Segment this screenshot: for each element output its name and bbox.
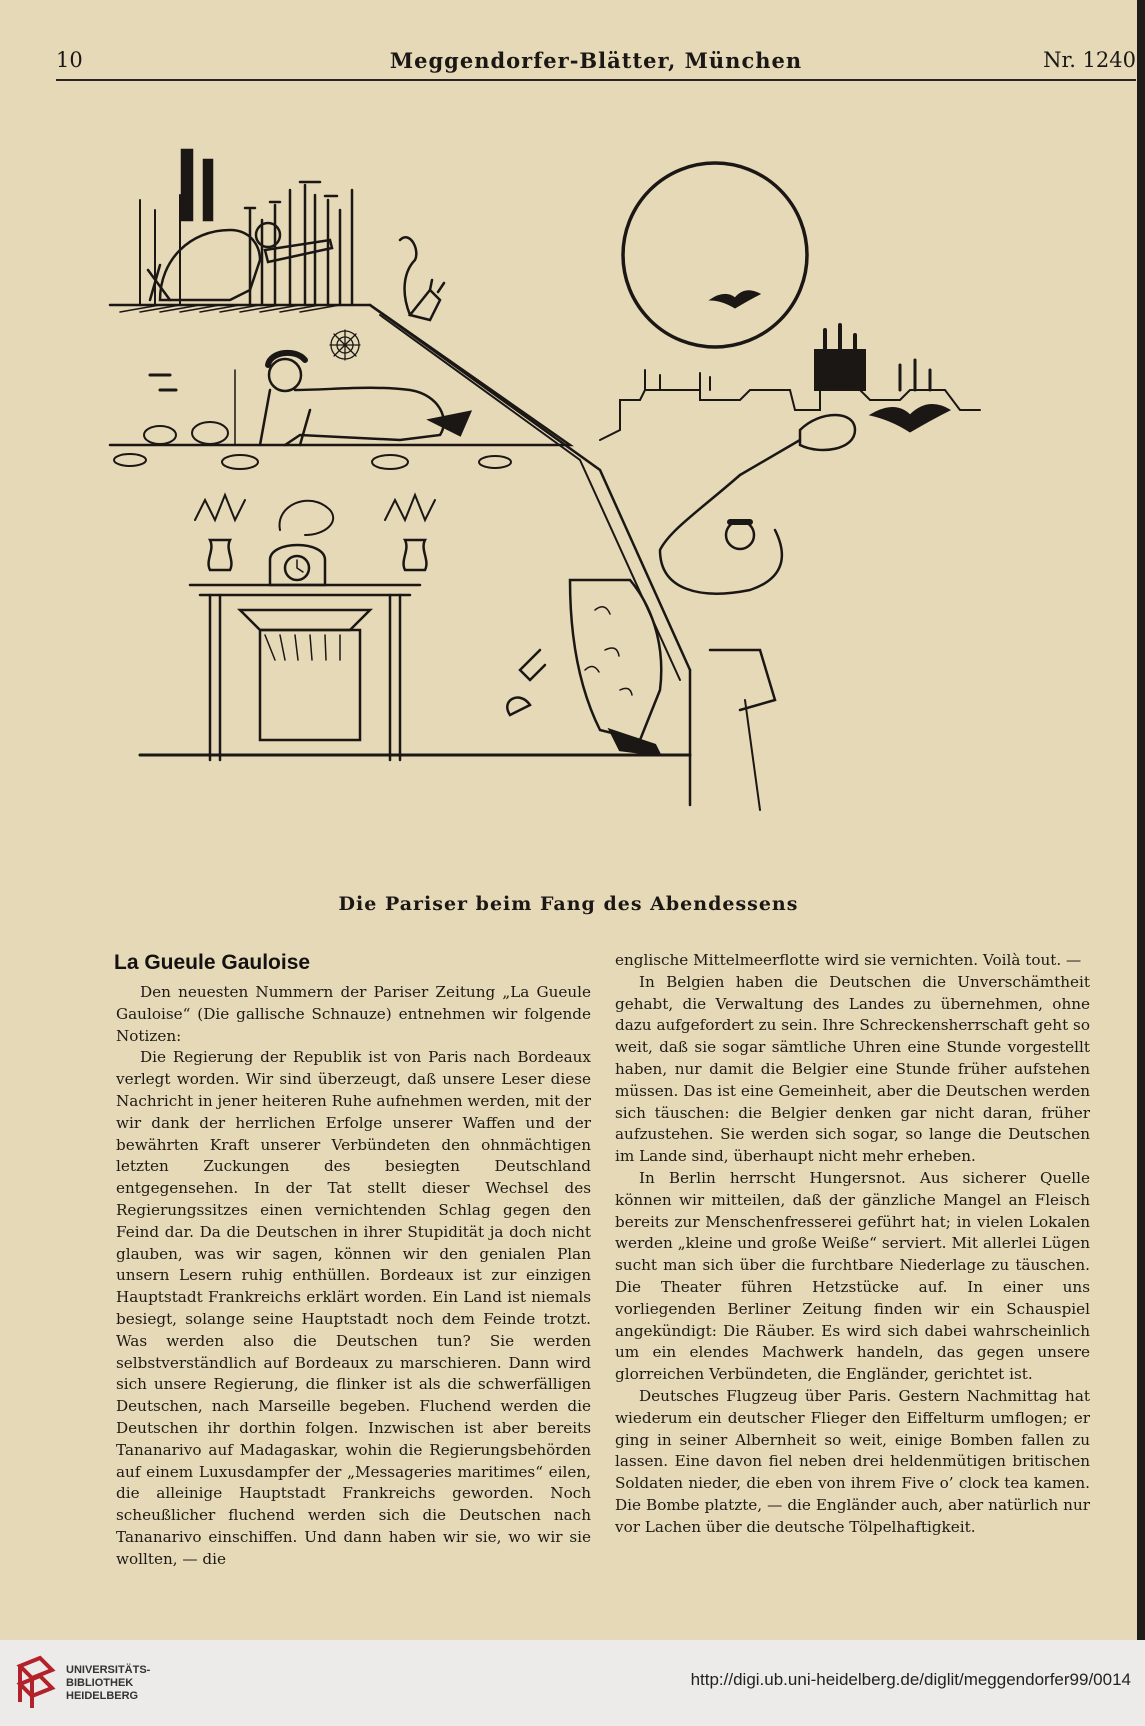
article-paragraph: In Belgien haben die Deutschen die Unverschämtheit gehabt, die Verwaltung des Landes zu übernehmen, ohne dazu aufgefordert zu sein. Ihre Schreckensherrschaft geht so weit, daß sie sogar sämtliche Uhren eine Stunde vorgestellt haben, nur damit die Belgier eine Stunde früher aufstehen müssen. Das ist eine Gemeinheit, aber die Deutschen werden sich täuschen: die Belgier denken gar nicht daran, früher aufzustehen. Sie werden sich sogar, so lange die Deutschen im Lande sind, überhaupt nicht mehr erheben. [615, 972, 1090, 1166]
article-paragraph: Den neuesten Nummern der Pariser Zeitung „La Gueule Gauloise“ (Die gallische Schnauze) entnehmen wir folgende Notizen: [116, 983, 591, 1045]
header-rule [56, 79, 1136, 81]
library-name-line: UNIVERSITÄTS- [66, 1664, 151, 1676]
article-paragraph: Deutsches Flugzeug über Paris. Gestern Nachmittag hat wiederum ein deutscher Flieger den Eiffelturm umflogen; er ging in seiner Albernheit so weit, einige Bomben fallen zu lassen. Eine davon fiel neben drei heldenmütigen britischen Soldaten nieder, die eben von ihrem Five o’ clock tea kamen. Die Bombe platzte, — die Engländer auch, aber natürlich nur vor Lachen über die deutsche Tölpelhaftigkeit. [615, 1386, 1090, 1536]
article-paragraph: In Berlin herrscht Hungersnot. Aus sicherer Quelle können wir mitteilen, daß der gänzliche Mangel an Fleisch bereits zur Menschenfresserei geführt hat; in vielen Lokalen werden „kleine und große Weiße“ serviert. Mit allerlei Lügen sucht man sich über die furchtbare Niederlage zu täuschen. Die Theater führen Hetzstücke auf. In einer uns vorliegenden Berliner Zeitung finden wir ein Schauspiel angekündigt: Die Räuber. Es wird sich dabei wahrscheinlich um ein elendes Machwerk handeln, das gegen unsere glorreichen Verbündeten, die Engländer, gerichtet ist. [615, 1168, 1090, 1384]
page-number: 10 [56, 48, 83, 72]
moon-drawing [623, 163, 807, 347]
city-skyline [600, 325, 980, 440]
spider-web-drawing [330, 330, 360, 360]
chimneys-drawing [140, 150, 352, 305]
article-right-column [615, 950, 1090, 1539]
library-name [66, 1664, 150, 1703]
fireplace-and-clock [190, 495, 435, 760]
illustration-caption: Die Pariser beim Fang des Abendessens [338, 893, 799, 915]
library-name-line: HEIDELBERG [66, 1690, 139, 1702]
source-url-link[interactable]: http://digi.ub.uni-heidelberg.de/diglit/meggendorfer99/0014 [690, 1670, 1131, 1689]
woman-with-net [507, 415, 855, 810]
article-left-column [116, 950, 591, 1571]
university-library-logo-icon[interactable] [14, 1652, 58, 1712]
page-header [56, 48, 1136, 80]
issue-number: Nr. 1240 [1043, 48, 1136, 72]
article-paragraph: englische Mittelmeerflotte wird sie vernichten. Voilà tout. — [615, 951, 1082, 969]
crawling-woman [260, 353, 470, 445]
digitization-footer [0, 1640, 1145, 1726]
article-paragraph: Die Regierung der Republik ist von Paris nach Bordeaux verlegt worden. Wir sind überzeugt, daß unsere Leser diese Nachricht in jener heiteren Ruhe aufnehmen werden, mit der wir dank der herrlichen Erfolge unserer Waffen und der bewährten Kraft unserer Verbündeten den ohnmächtigen letzten Zuckungen des besiegten Deutschland entgegensehen. In der Tat stellt dieser Wechsel des Regierungssitzes einen vernichtenden Schlag gegen den Feind dar. Da die Deutschen in ihrer Stupidität ja doch nicht glauben, was wir sagen, können wir den genialen Plan unsern Lesern ruhig enthüllen. Bordeaux ist zur einzigen Hauptstadt Frankreichs erklärt worden. Ein Land ist niemals besiegt, solange seine Hauptstadt noch dem Feinde trotzt. Was werden also die Deutschen tun? Sie werden selbstverständlich auf Bordeaux zu marschieren. Dann wird sich unsere Regierung, die flinker ist als die schwerfälligen Deutschen, nach Marseille begeben. Fluchend werden die Deutschen ihr dorthin folgen. Inzwischen ist aber bereits Tananarivo auf Madagaskar, wohin die Regierungsbehörden auf einem Luxusdampfer der „Messageries maritimes“ eilen, die alleinige Hauptstadt Frankreichs geworden. Noch scheußlicher fluchend werden sich die Deutschen nach Tananarivo einschiffen. Und dann haben wir sie, wo wir sie wollten, — die [116, 1048, 591, 1568]
page-edge-shadow [1137, 0, 1145, 1640]
cartoon-illustration [100, 90, 1090, 900]
library-name-line: BIBLIOTHEK [66, 1677, 134, 1689]
article-title: La Gueule Gauloise [114, 951, 311, 974]
cat-drawing [400, 237, 444, 320]
magazine-title: Meggendorfer-Blätter, München [389, 48, 803, 73]
